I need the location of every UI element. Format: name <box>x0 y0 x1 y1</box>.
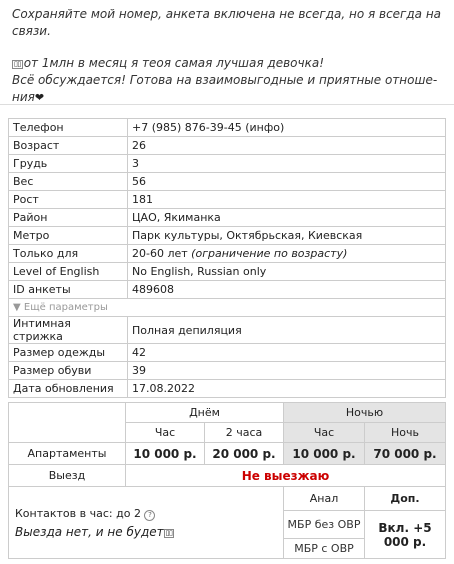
profile-params-table <box>8 118 446 398</box>
contacts-per-hour: Контактов в час: до 2 <box>15 506 141 520</box>
param-value: No English, Russian only <box>128 263 446 281</box>
param-key: Level of English <box>9 263 128 281</box>
param-key: Только для <box>9 245 128 263</box>
param-row <box>9 362 446 380</box>
param-key: ID анкеты <box>9 281 128 299</box>
outcall-value: Не выезжаю <box>126 465 446 487</box>
param-value: 39 <box>128 362 446 380</box>
param-value: Парк культуры, Октябрьская, Киевская <box>128 227 446 245</box>
outcall-label: Выезд <box>9 465 126 487</box>
night-hour-header: Час <box>284 423 365 443</box>
price-night-full: 70 000 р. <box>365 443 446 465</box>
day-header: Днём <box>126 403 284 423</box>
param-value: 56 <box>128 173 446 191</box>
param-row <box>9 191 446 209</box>
intro-line-2: ▯▯ от 1млн в месяц я теоя самая лучшая девочка! Всё обсуждается! Готова на взаимовыгодные и приятные отноше-ния❤ <box>12 56 438 104</box>
param-value: 3 <box>128 155 446 173</box>
extras-header: Доп. <box>365 487 446 511</box>
prices-table <box>8 402 446 559</box>
param-row <box>9 380 446 398</box>
param-row <box>9 245 446 263</box>
param-key: Рост <box>9 191 128 209</box>
mbr-no-ovr-label: МБР без ОВР <box>284 511 365 539</box>
extras-value: Вкл. +5 000 р. <box>365 511 446 559</box>
age-note: (ограничение по возрасту) <box>191 247 348 260</box>
param-row <box>9 344 446 362</box>
param-row <box>9 173 446 191</box>
contacts-cell <box>9 487 284 559</box>
param-row <box>9 317 446 344</box>
param-row <box>9 155 446 173</box>
param-row <box>9 227 446 245</box>
param-key: Район <box>9 209 128 227</box>
param-key: Интимная стрижка <box>9 317 128 344</box>
heart-icon: ❤ <box>34 91 45 104</box>
night-header: Ночью <box>284 403 446 423</box>
emoji-icon: ▯▯ <box>165 528 173 537</box>
param-value: 20-60 лет (ограничение по возрасту) <box>128 245 446 263</box>
night-full-header: Ночь <box>365 423 446 443</box>
param-value: 17.08.2022 <box>128 380 446 398</box>
param-value: 181 <box>128 191 446 209</box>
param-key: Возраст <box>9 137 128 155</box>
profile-intro <box>0 0 454 105</box>
param-row <box>9 281 446 299</box>
param-key: Телефон <box>9 119 128 137</box>
param-value: Полная депиляция <box>128 317 446 344</box>
param-value: ЦАО, Якиманка <box>128 209 446 227</box>
help-icon[interactable]: ? <box>144 510 155 521</box>
param-key: Размер одежды <box>9 344 128 362</box>
param-row <box>9 137 446 155</box>
param-value: 42 <box>128 344 446 362</box>
intro-line-1: Сохраняйте мой номер, анкета включена не всегда, но я всегда на связи. <box>12 7 442 38</box>
param-value: 26 <box>128 137 446 155</box>
param-row <box>9 263 446 281</box>
price-day-hour: 10 000 р. <box>126 443 205 465</box>
apartments-label: Апартаменты <box>9 443 126 465</box>
param-value: 489608 <box>128 281 446 299</box>
param-key: Дата обновления <box>9 380 128 398</box>
param-key: Вес <box>9 173 128 191</box>
day-2hours-header: 2 часа <box>205 423 284 443</box>
param-row <box>9 119 446 137</box>
param-key: Грудь <box>9 155 128 173</box>
no-exit-note: Выезда нет, и не будет ▯▯ <box>15 524 173 539</box>
price-day-2hours: 20 000 р. <box>205 443 284 465</box>
param-key: Метро <box>9 227 128 245</box>
mbr-ovr-label: МБР с ОВР <box>284 539 365 559</box>
day-hour-header: Час <box>126 423 205 443</box>
param-value: +7 (985) 876-39-45 (инфо) <box>128 119 446 137</box>
param-row <box>9 209 446 227</box>
more-params-toggle[interactable]: ▼ Ещё параметры <box>9 299 446 317</box>
anal-label: Анал <box>284 487 365 511</box>
price-night-hour: 10 000 р. <box>284 443 365 465</box>
champagne-emoji-icon: ▯▯ <box>14 60 21 68</box>
param-key: Размер обуви <box>9 362 128 380</box>
